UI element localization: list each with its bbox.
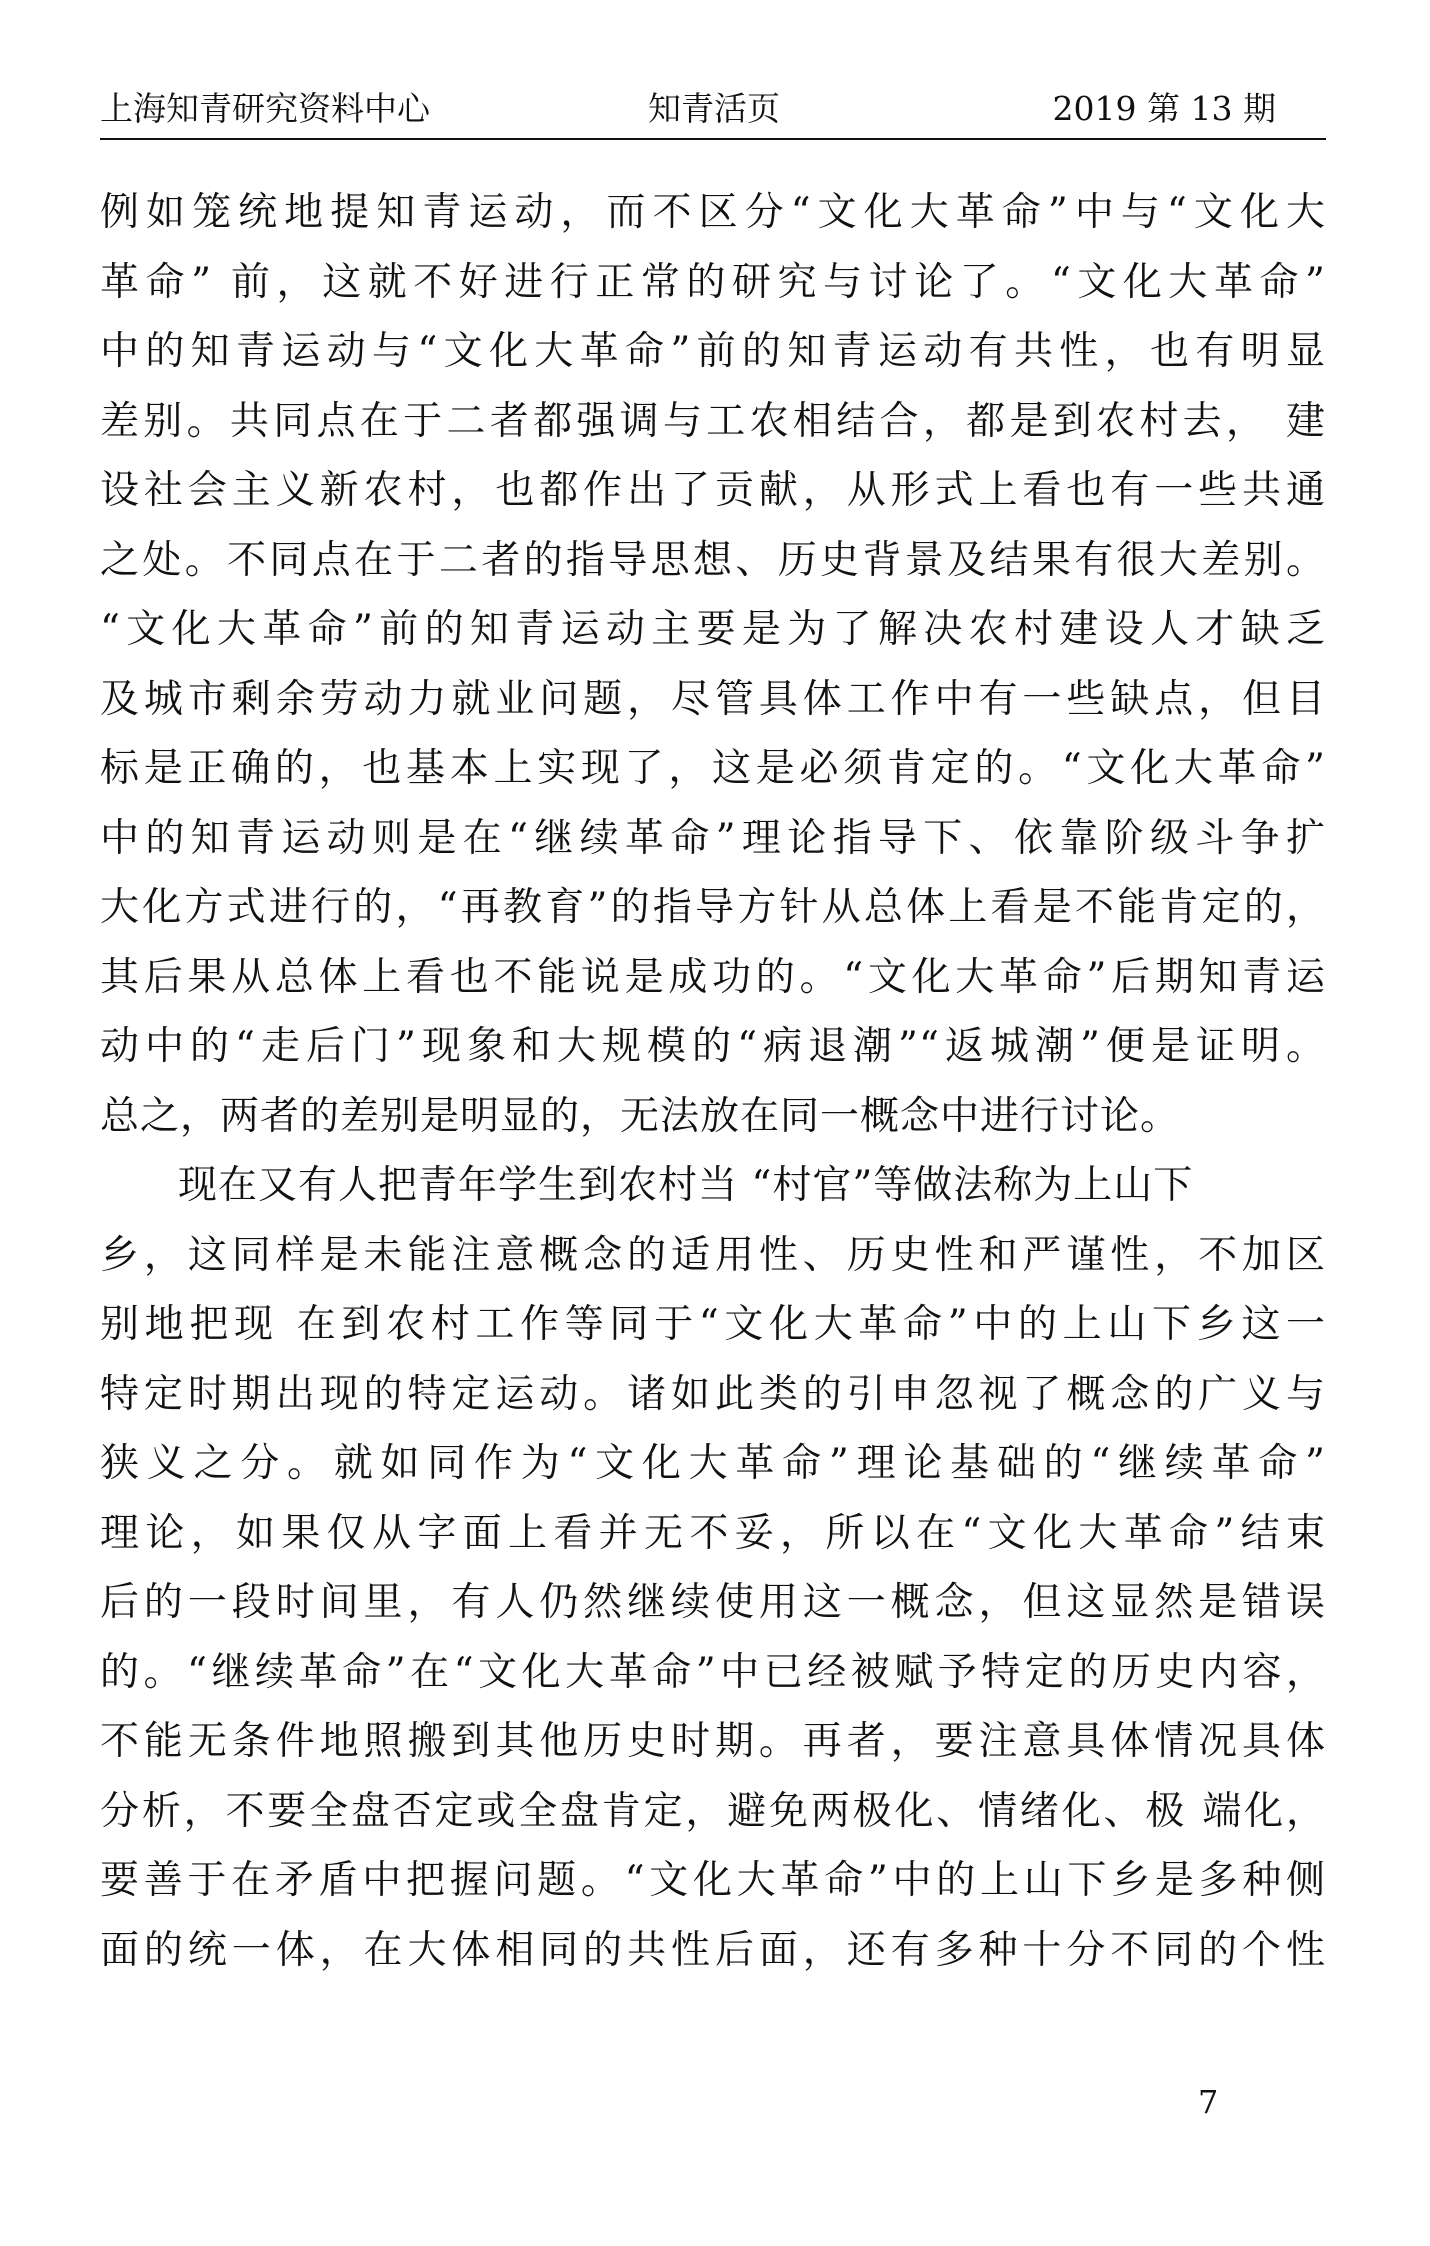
- header-title: 知青活页: [648, 89, 780, 128]
- text-line: 要善于在矛盾中把握问题。“文化大革命”中的上山下乡是多种侧: [100, 1858, 1326, 1903]
- header-publisher: 上海知青研究资料中心: [100, 89, 430, 128]
- text-line: 狭义之分。就如同作为“文化大革命”理论基础的“继续革命”: [100, 1441, 1326, 1486]
- text-line: 特定时期出现的特定运动。诸如此类的引申忽视了概念的广义与: [100, 1371, 1326, 1417]
- running-header: [100, 82, 1326, 136]
- text-line: 标是正确的，也基本上实现了，这是必须肯定的。“文化大革命”: [100, 746, 1326, 791]
- text-line: 分析，不要全盘否定或全盘肯定，避免两极化、情绪化、极 端化，: [100, 1788, 1326, 1834]
- text-line: 动中的“走后门”现象和大规模的“病退潮”“返城潮”便是证明。: [100, 1024, 1326, 1069]
- text-line: 其后果从总体上看也不能说是成功的。“文化大革命”后期知青运: [100, 954, 1326, 1000]
- text-line: 例如笼统地提知青运动，而不区分“文化大革命”中与“文化大: [100, 190, 1326, 235]
- text-line: 后的一段时间里，有人仍然继续使用这一概念，但这显然是错误: [100, 1580, 1326, 1625]
- text-line: 中的知青运动与“文化大革命”前的知青运动有共性，也有明显: [100, 329, 1326, 374]
- text-line: 乡，这同样是未能注意概念的适用性、历史性和严谨性，不加区: [100, 1232, 1326, 1278]
- text-line: 总之，两者的差别是明显的，无法放在同一概念中进行讨论。: [100, 1093, 1181, 1139]
- text-line: 之处。不同点在于二者的指导思想、历史背景及结果有很大差别。: [100, 537, 1326, 583]
- text-line: 革命” 前，这就不好进行正常的研究与讨论了。“文化大革命”: [100, 259, 1326, 305]
- text-line: 中的知青运动则是在“继续革命”理论指导下、依靠阶级斗争扩: [100, 815, 1326, 861]
- text-line: 理论，如果仅从字面上看并无不妥，所以在“文化大革命”结束: [100, 1510, 1326, 1556]
- paragraph-2: [100, 1151, 1326, 1985]
- text-line: 差别。共同点在于二者都强调与工农相结合，都是到农村去， 建: [100, 398, 1326, 444]
- text-line: 大化方式进行的，“再教育”的指导方针从总体上看是不能肯定的，: [100, 885, 1326, 930]
- text-line: 的。“继续革命”在“文化大革命”中已经被赋予特定的历史内容，: [100, 1649, 1326, 1695]
- text-line: 现在又有人把青年学生到农村当 “村官”等做法称为上山下: [178, 1163, 1194, 1208]
- header-issue: 2019 第 13 期: [1052, 89, 1276, 128]
- text-line: 设社会主义新农村，也都作出了贡献，从形式上看也有一些共通: [100, 468, 1326, 513]
- paragraph-1: [100, 178, 1326, 1151]
- text-line: 别地把现 在到农村工作等同于“文化大革命”中的上山下乡这一: [100, 1302, 1326, 1347]
- text-line: 不能无条件地照搬到其他历史时期。再者，要注意具体情况具体: [100, 1719, 1326, 1764]
- header-divider: [100, 138, 1326, 140]
- text-line: “文化大革命”前的知青运动主要是为了解决农村建设人才缺乏: [100, 607, 1326, 652]
- text-line: 及城市剩余劳动力就业问题，尽管具体工作中有一些缺点，但目: [100, 676, 1326, 722]
- text-line: 面的统一体，在大体相同的共性后面，还有多种十分不同的个性: [100, 1927, 1326, 1973]
- article-body: [100, 178, 1326, 1985]
- page-number: 7: [1198, 2083, 1219, 2121]
